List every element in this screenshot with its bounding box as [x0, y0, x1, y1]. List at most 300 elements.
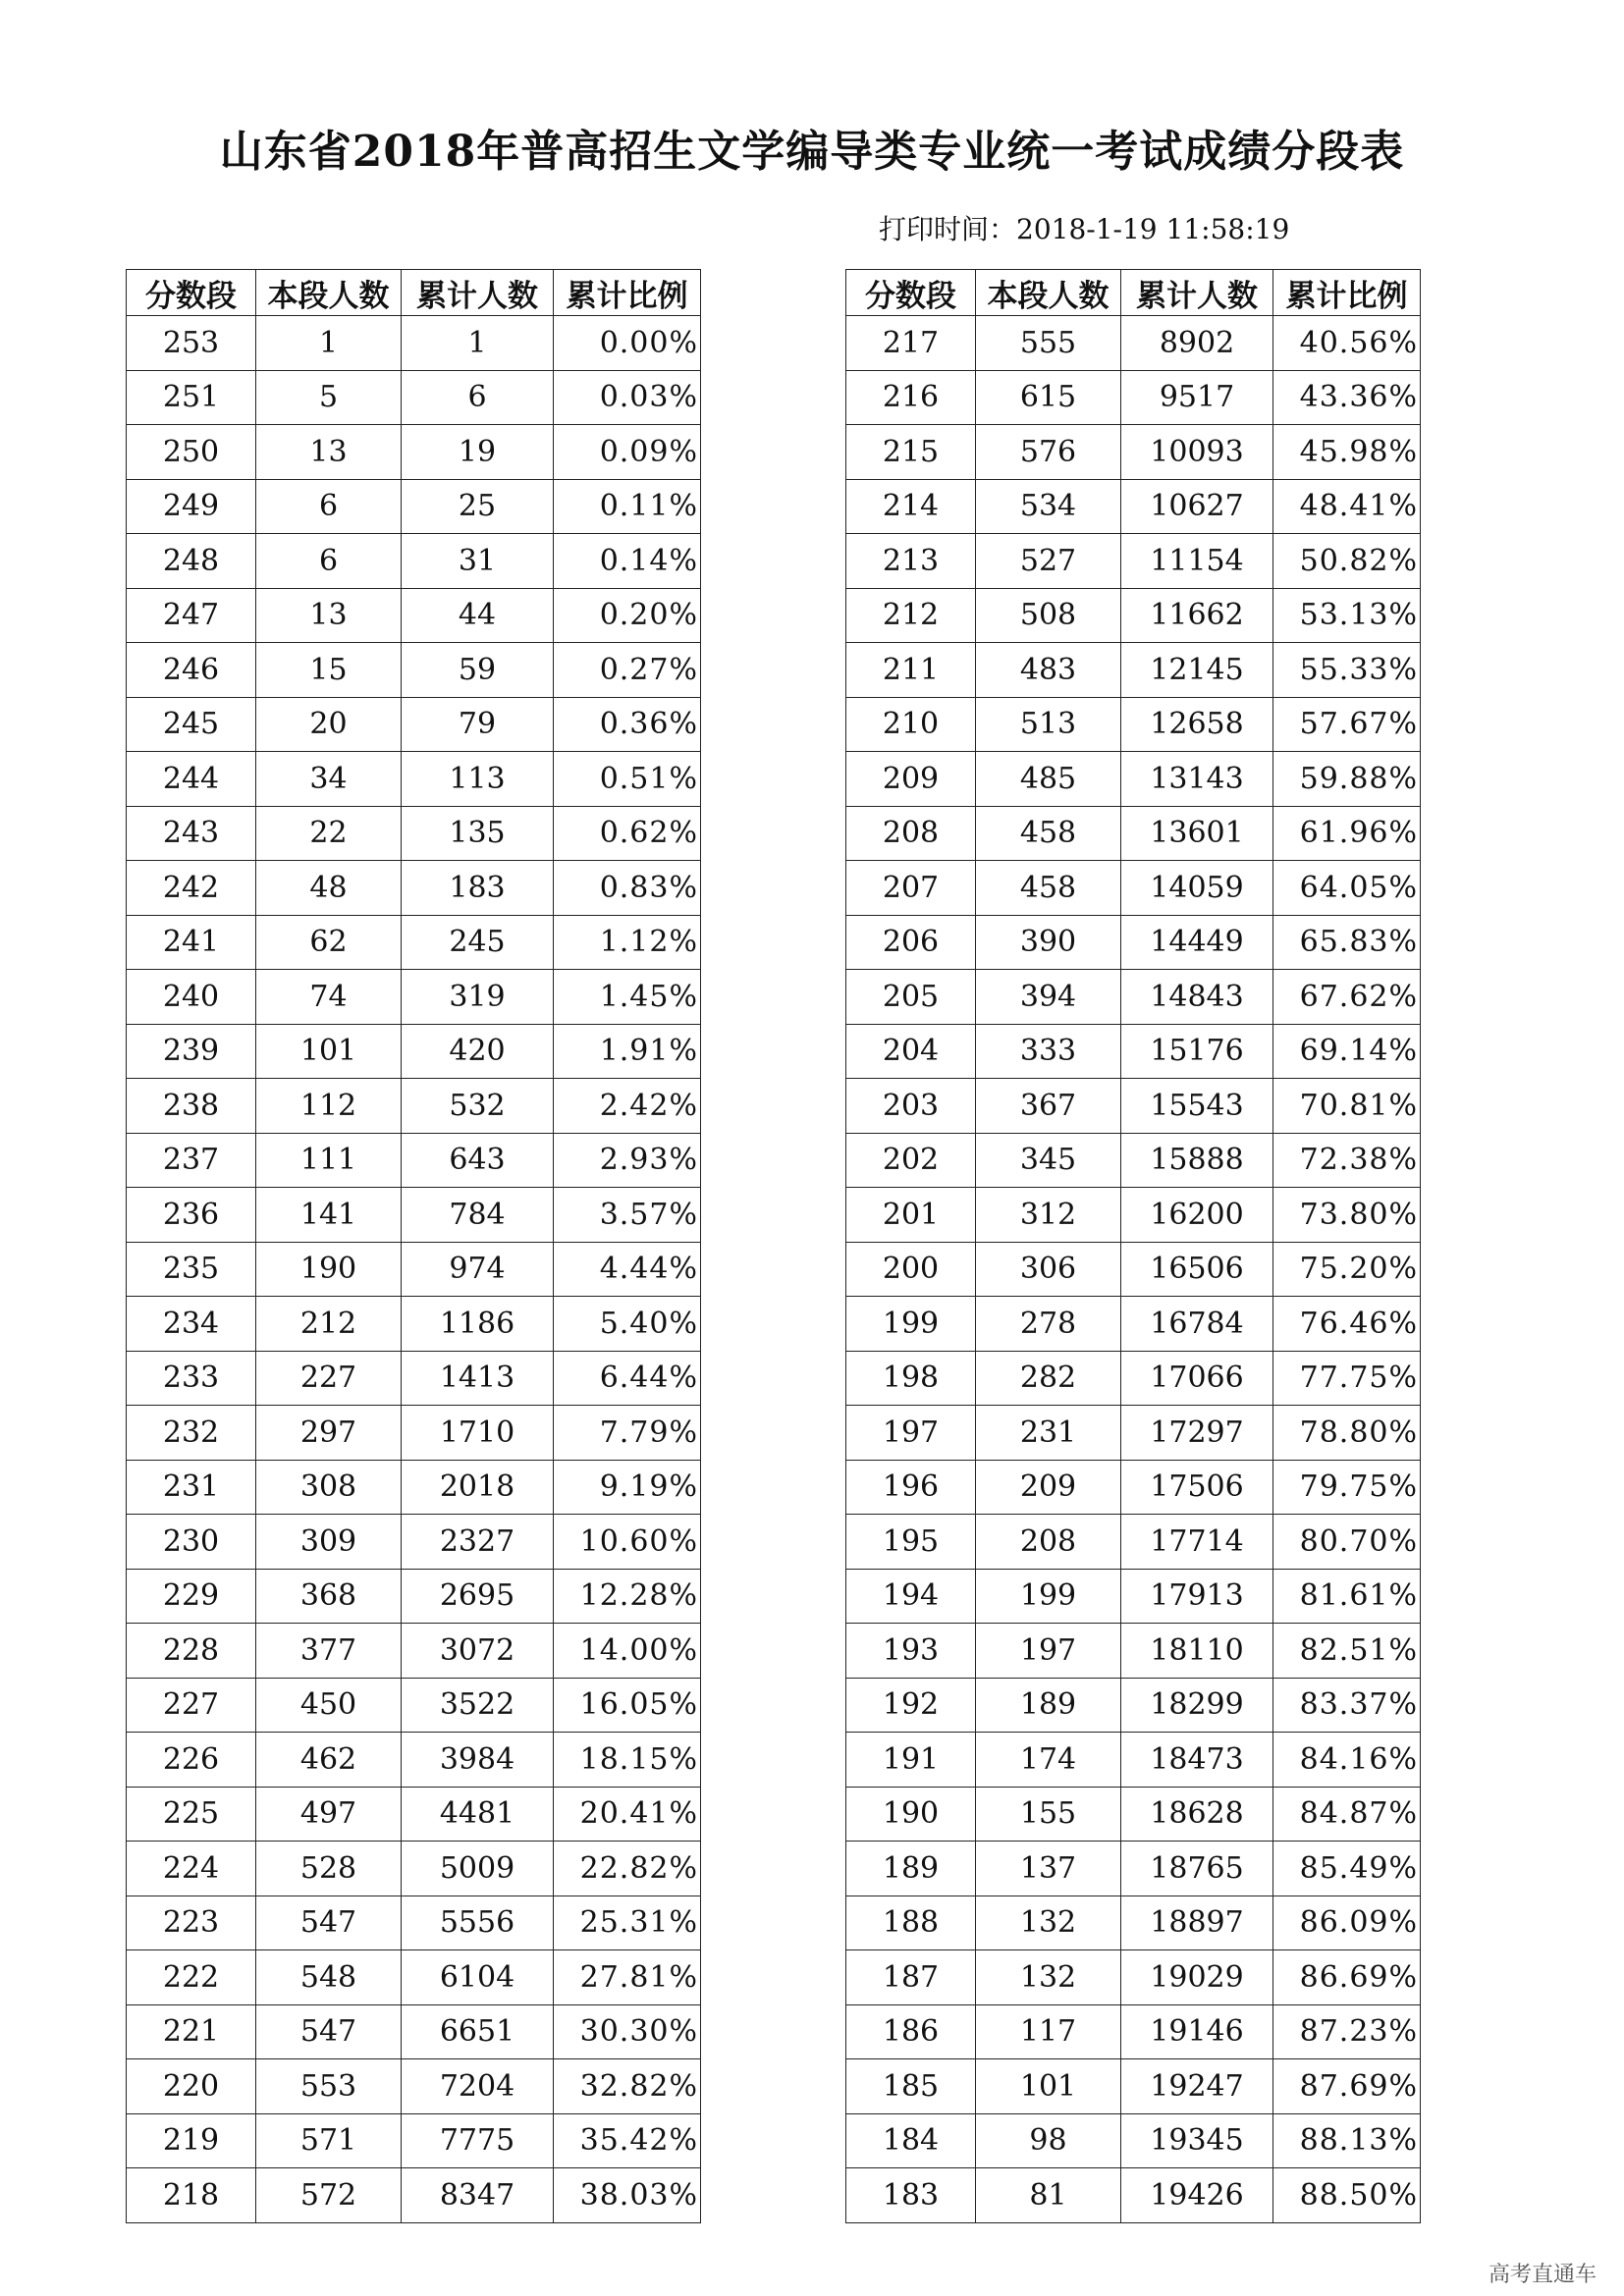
cell-score-range: 232 — [127, 1406, 256, 1461]
cell-cumulative-count: 31 — [402, 534, 554, 589]
cell-cumulative-count: 25 — [402, 479, 554, 534]
cell-score-range: 218 — [127, 2168, 256, 2223]
cell-segment-count: 278 — [976, 1297, 1121, 1352]
cell-cumulative-count: 7775 — [402, 2113, 554, 2168]
cell-segment-count: 333 — [976, 1024, 1121, 1079]
cell-cumulative-ratio: 0.27% — [554, 643, 701, 698]
cell-cumulative-count: 19146 — [1121, 2004, 1273, 2059]
cell-segment-count: 74 — [256, 970, 402, 1025]
cell-score-range: 224 — [127, 1842, 256, 1896]
cell-score-range: 189 — [846, 1842, 976, 1896]
cell-segment-count: 208 — [976, 1515, 1121, 1570]
cell-score-range: 226 — [127, 1733, 256, 1788]
cell-cumulative-ratio: 0.00% — [554, 316, 701, 371]
cell-cumulative-count: 3984 — [402, 1733, 554, 1788]
cell-score-range: 251 — [127, 370, 256, 425]
cell-segment-count: 547 — [256, 2004, 402, 2059]
header-segment-count: 本段人数 — [256, 270, 402, 316]
cell-score-range: 194 — [846, 1569, 976, 1624]
cell-cumulative-ratio: 59.88% — [1273, 752, 1421, 807]
cell-cumulative-ratio: 40.56% — [1273, 316, 1421, 371]
cell-score-range: 234 — [127, 1297, 256, 1352]
cell-segment-count: 345 — [976, 1133, 1121, 1188]
cell-score-range: 243 — [127, 806, 256, 861]
cell-cumulative-count: 6 — [402, 370, 554, 425]
table-row — [127, 370, 701, 425]
table-row — [127, 752, 701, 807]
cell-cumulative-count: 1 — [402, 316, 554, 371]
cell-cumulative-count: 14449 — [1121, 915, 1273, 970]
cell-segment-count: 615 — [976, 370, 1121, 425]
cell-score-range: 206 — [846, 915, 976, 970]
cell-segment-count: 306 — [976, 1242, 1121, 1297]
cell-cumulative-ratio: 53.13% — [1273, 588, 1421, 643]
cell-cumulative-ratio: 25.31% — [554, 1896, 701, 1950]
table-row — [846, 752, 1421, 807]
cell-cumulative-ratio: 86.69% — [1273, 1950, 1421, 2005]
cell-cumulative-count: 5556 — [402, 1896, 554, 1950]
cell-segment-count: 571 — [256, 2113, 402, 2168]
cell-score-range: 233 — [127, 1351, 256, 1406]
cell-score-range: 219 — [127, 2113, 256, 2168]
cell-score-range: 229 — [127, 1569, 256, 1624]
cell-cumulative-count: 8347 — [402, 2168, 554, 2223]
cell-segment-count: 367 — [976, 1079, 1121, 1134]
table-row — [846, 1133, 1421, 1188]
cell-score-range: 231 — [127, 1460, 256, 1515]
cell-cumulative-count: 18897 — [1121, 1896, 1273, 1950]
table-row — [127, 534, 701, 589]
cell-cumulative-ratio: 0.51% — [554, 752, 701, 807]
cell-segment-count: 197 — [976, 1624, 1121, 1679]
table-row — [846, 643, 1421, 698]
cell-cumulative-ratio: 76.46% — [1273, 1297, 1421, 1352]
cell-cumulative-ratio: 1.91% — [554, 1024, 701, 1079]
table-row — [127, 1678, 701, 1733]
table-row — [127, 1133, 701, 1188]
cell-segment-count: 5 — [256, 370, 402, 425]
cell-cumulative-count: 5009 — [402, 1842, 554, 1896]
cell-cumulative-ratio: 61.96% — [1273, 806, 1421, 861]
cell-segment-count: 112 — [256, 1079, 402, 1134]
cell-cumulative-ratio: 38.03% — [554, 2168, 701, 2223]
cell-cumulative-count: 3522 — [402, 1678, 554, 1733]
cell-cumulative-count: 17297 — [1121, 1406, 1273, 1461]
cell-score-range: 244 — [127, 752, 256, 807]
cell-segment-count: 458 — [976, 806, 1121, 861]
cell-score-range: 208 — [846, 806, 976, 861]
cell-cumulative-ratio: 73.80% — [1273, 1188, 1421, 1243]
cell-segment-count: 155 — [976, 1787, 1121, 1842]
cell-segment-count: 212 — [256, 1297, 402, 1352]
table-row — [846, 1242, 1421, 1297]
cell-segment-count: 513 — [976, 697, 1121, 752]
cell-score-range: 246 — [127, 643, 256, 698]
header-segment-count: 本段人数 — [976, 270, 1121, 316]
score-table-right — [845, 269, 1421, 2223]
table-row — [846, 2168, 1421, 2223]
cell-cumulative-ratio: 85.49% — [1273, 1842, 1421, 1896]
cell-cumulative-ratio: 67.62% — [1273, 970, 1421, 1025]
cell-score-range: 202 — [846, 1133, 976, 1188]
cell-cumulative-count: 10627 — [1121, 479, 1273, 534]
table-row — [127, 643, 701, 698]
cell-segment-count: 111 — [256, 1133, 402, 1188]
cell-score-range: 199 — [846, 1297, 976, 1352]
cell-cumulative-ratio: 2.42% — [554, 1079, 701, 1134]
cell-cumulative-count: 245 — [402, 915, 554, 970]
cell-segment-count: 555 — [976, 316, 1121, 371]
header-cumulative-ratio: 累计比例 — [1273, 270, 1421, 316]
cell-cumulative-count: 11154 — [1121, 534, 1273, 589]
cell-cumulative-count: 18110 — [1121, 1624, 1273, 1679]
cell-cumulative-ratio: 3.57% — [554, 1188, 701, 1243]
cell-segment-count: 101 — [976, 2059, 1121, 2114]
cell-score-range: 217 — [846, 316, 976, 371]
table-row — [127, 861, 701, 916]
cell-cumulative-count: 113 — [402, 752, 554, 807]
cell-cumulative-count: 19247 — [1121, 2059, 1273, 2114]
cell-cumulative-count: 18473 — [1121, 1733, 1273, 1788]
table-row — [127, 1787, 701, 1842]
cell-score-range: 211 — [846, 643, 976, 698]
cell-cumulative-count: 19 — [402, 425, 554, 480]
cell-cumulative-ratio: 18.15% — [554, 1733, 701, 1788]
cell-segment-count: 458 — [976, 861, 1121, 916]
table-row — [846, 806, 1421, 861]
table-row — [127, 2113, 701, 2168]
cell-score-range: 213 — [846, 534, 976, 589]
cell-cumulative-ratio: 88.13% — [1273, 2113, 1421, 2168]
cell-cumulative-count: 2327 — [402, 1515, 554, 1570]
cell-segment-count: 48 — [256, 861, 402, 916]
cell-cumulative-ratio: 82.51% — [1273, 1624, 1421, 1679]
cell-score-range: 196 — [846, 1460, 976, 1515]
table-row — [846, 970, 1421, 1025]
cell-cumulative-count: 19029 — [1121, 1950, 1273, 2005]
cell-cumulative-ratio: 0.36% — [554, 697, 701, 752]
cell-segment-count: 174 — [976, 1733, 1121, 1788]
cell-segment-count: 137 — [976, 1842, 1121, 1896]
cell-cumulative-ratio: 45.98% — [1273, 425, 1421, 480]
table-row — [846, 1351, 1421, 1406]
table-row — [127, 1569, 701, 1624]
cell-cumulative-count: 9517 — [1121, 370, 1273, 425]
table-row — [127, 425, 701, 480]
table-row — [846, 1297, 1421, 1352]
cell-score-range: 249 — [127, 479, 256, 534]
cell-cumulative-ratio: 75.20% — [1273, 1242, 1421, 1297]
cell-cumulative-count: 44 — [402, 588, 554, 643]
cell-cumulative-ratio: 0.20% — [554, 588, 701, 643]
table-row — [127, 2168, 701, 2223]
header-score-range: 分数段 — [127, 270, 256, 316]
cell-cumulative-ratio: 9.19% — [554, 1460, 701, 1515]
cell-segment-count: 368 — [256, 1569, 402, 1624]
cell-segment-count: 227 — [256, 1351, 402, 1406]
cell-cumulative-ratio: 87.69% — [1273, 2059, 1421, 2114]
header-score-range: 分数段 — [846, 270, 976, 316]
cell-score-range: 242 — [127, 861, 256, 916]
cell-cumulative-ratio: 84.87% — [1273, 1787, 1421, 1842]
cell-segment-count: 282 — [976, 1351, 1121, 1406]
cell-cumulative-count: 3072 — [402, 1624, 554, 1679]
cell-segment-count: 34 — [256, 752, 402, 807]
cell-score-range: 200 — [846, 1242, 976, 1297]
table-row — [127, 316, 701, 371]
cell-segment-count: 190 — [256, 1242, 402, 1297]
cell-cumulative-count: 16506 — [1121, 1242, 1273, 1297]
cell-cumulative-count: 15543 — [1121, 1079, 1273, 1134]
table-row — [846, 697, 1421, 752]
cell-cumulative-ratio: 70.81% — [1273, 1079, 1421, 1134]
cell-segment-count: 485 — [976, 752, 1121, 807]
cell-cumulative-count: 135 — [402, 806, 554, 861]
header-cumulative-count: 累计人数 — [402, 270, 554, 316]
table-row — [127, 1406, 701, 1461]
cell-cumulative-count: 974 — [402, 1242, 554, 1297]
cell-segment-count: 527 — [976, 534, 1121, 589]
cell-cumulative-ratio: 27.81% — [554, 1950, 701, 2005]
cell-segment-count: 101 — [256, 1024, 402, 1079]
cell-segment-count: 62 — [256, 915, 402, 970]
table-row — [846, 1188, 1421, 1243]
cell-score-range: 245 — [127, 697, 256, 752]
table-row — [127, 1351, 701, 1406]
table-row — [846, 1896, 1421, 1950]
cell-score-range: 204 — [846, 1024, 976, 1079]
cell-cumulative-ratio: 1.45% — [554, 970, 701, 1025]
cell-cumulative-ratio: 0.11% — [554, 479, 701, 534]
cell-cumulative-count: 18765 — [1121, 1842, 1273, 1896]
table-row — [127, 1842, 701, 1896]
cell-segment-count: 308 — [256, 1460, 402, 1515]
cell-score-range: 205 — [846, 970, 976, 1025]
cell-cumulative-ratio: 5.40% — [554, 1297, 701, 1352]
cell-segment-count: 132 — [976, 1950, 1121, 2005]
cell-cumulative-count: 17913 — [1121, 1569, 1273, 1624]
cell-cumulative-count: 4481 — [402, 1787, 554, 1842]
table-row — [846, 2059, 1421, 2114]
cell-segment-count: 309 — [256, 1515, 402, 1570]
cell-cumulative-ratio: 87.23% — [1273, 2004, 1421, 2059]
cell-score-range: 250 — [127, 425, 256, 480]
cell-cumulative-count: 18628 — [1121, 1787, 1273, 1842]
cell-score-range: 221 — [127, 2004, 256, 2059]
cell-cumulative-ratio: 0.62% — [554, 806, 701, 861]
cell-cumulative-ratio: 35.42% — [554, 2113, 701, 2168]
watermark: 高考直通车 — [1488, 2263, 1597, 2287]
table-row — [846, 1842, 1421, 1896]
cell-cumulative-count: 79 — [402, 697, 554, 752]
table-row — [846, 425, 1421, 480]
cell-segment-count: 462 — [256, 1733, 402, 1788]
cell-cumulative-ratio: 0.09% — [554, 425, 701, 480]
cell-segment-count: 297 — [256, 1406, 402, 1461]
cell-score-range: 193 — [846, 1624, 976, 1679]
table-row — [846, 861, 1421, 916]
cell-score-range: 237 — [127, 1133, 256, 1188]
cell-cumulative-ratio: 79.75% — [1273, 1460, 1421, 1515]
cell-cumulative-ratio: 7.79% — [554, 1406, 701, 1461]
cell-cumulative-count: 12658 — [1121, 697, 1273, 752]
cell-cumulative-count: 643 — [402, 1133, 554, 1188]
table-row — [846, 915, 1421, 970]
cell-segment-count: 117 — [976, 2004, 1121, 2059]
print-time: 打印时间：2018-1-19 11:58:19 — [879, 213, 1290, 245]
cell-score-range: 183 — [846, 2168, 976, 2223]
cell-cumulative-ratio: 14.00% — [554, 1624, 701, 1679]
cell-cumulative-count: 17714 — [1121, 1515, 1273, 1570]
cell-score-range: 187 — [846, 1950, 976, 2005]
cell-cumulative-ratio: 57.67% — [1273, 697, 1421, 752]
cell-cumulative-ratio: 6.44% — [554, 1351, 701, 1406]
cell-score-range: 214 — [846, 479, 976, 534]
cell-segment-count: 497 — [256, 1787, 402, 1842]
cell-segment-count: 508 — [976, 588, 1121, 643]
cell-segment-count: 553 — [256, 2059, 402, 2114]
cell-cumulative-ratio: 80.70% — [1273, 1515, 1421, 1570]
cell-cumulative-ratio: 0.14% — [554, 534, 701, 589]
cell-segment-count: 22 — [256, 806, 402, 861]
cell-cumulative-ratio: 84.16% — [1273, 1733, 1421, 1788]
cell-segment-count: 231 — [976, 1406, 1121, 1461]
table-row — [846, 534, 1421, 589]
table-row — [846, 1733, 1421, 1788]
cell-score-range: 227 — [127, 1678, 256, 1733]
table-row — [127, 1024, 701, 1079]
cell-segment-count: 98 — [976, 2113, 1121, 2168]
cell-segment-count: 15 — [256, 643, 402, 698]
cell-cumulative-count: 784 — [402, 1188, 554, 1243]
cell-score-range: 192 — [846, 1678, 976, 1733]
cell-segment-count: 6 — [256, 479, 402, 534]
table-row — [846, 2113, 1421, 2168]
table-row — [846, 1079, 1421, 1134]
cell-cumulative-count: 16200 — [1121, 1188, 1273, 1243]
cell-cumulative-ratio: 48.41% — [1273, 479, 1421, 534]
table-row — [127, 2004, 701, 2059]
cell-cumulative-count: 1186 — [402, 1297, 554, 1352]
cell-cumulative-count: 15176 — [1121, 1024, 1273, 1079]
cell-segment-count: 390 — [976, 915, 1121, 970]
cell-cumulative-ratio: 4.44% — [554, 1242, 701, 1297]
score-table-left — [126, 269, 701, 2223]
cell-cumulative-count: 319 — [402, 970, 554, 1025]
cell-score-range: 228 — [127, 1624, 256, 1679]
table-row — [127, 479, 701, 534]
cell-segment-count: 6 — [256, 534, 402, 589]
cell-score-range: 222 — [127, 1950, 256, 2005]
table-row — [846, 1678, 1421, 1733]
table-row — [127, 915, 701, 970]
table-row — [127, 1950, 701, 2005]
cell-segment-count: 483 — [976, 643, 1121, 698]
cell-cumulative-ratio: 72.38% — [1273, 1133, 1421, 1188]
cell-cumulative-count: 13143 — [1121, 752, 1273, 807]
cell-segment-count: 394 — [976, 970, 1121, 1025]
cell-score-range: 201 — [846, 1188, 976, 1243]
table-row — [127, 697, 701, 752]
cell-segment-count: 450 — [256, 1678, 402, 1733]
cell-cumulative-count: 14059 — [1121, 861, 1273, 916]
cell-cumulative-count: 17066 — [1121, 1351, 1273, 1406]
cell-cumulative-ratio: 0.03% — [554, 370, 701, 425]
cell-score-range: 203 — [846, 1079, 976, 1134]
cell-cumulative-ratio: 1.12% — [554, 915, 701, 970]
cell-cumulative-ratio: 16.05% — [554, 1678, 701, 1733]
cell-segment-count: 13 — [256, 425, 402, 480]
table-row — [127, 1515, 701, 1570]
table-row — [846, 1460, 1421, 1515]
cell-score-range: 212 — [846, 588, 976, 643]
cell-segment-count: 81 — [976, 2168, 1121, 2223]
table-row — [127, 2059, 701, 2114]
table-row — [127, 970, 701, 1025]
cell-score-range: 225 — [127, 1787, 256, 1842]
cell-score-range: 238 — [127, 1079, 256, 1134]
cell-score-range: 220 — [127, 2059, 256, 2114]
cell-score-range: 216 — [846, 370, 976, 425]
cell-score-range: 197 — [846, 1406, 976, 1461]
cell-cumulative-ratio: 78.80% — [1273, 1406, 1421, 1461]
cell-score-range: 235 — [127, 1242, 256, 1297]
cell-score-range: 236 — [127, 1188, 256, 1243]
cell-segment-count: 377 — [256, 1624, 402, 1679]
cell-segment-count: 141 — [256, 1188, 402, 1243]
cell-cumulative-count: 6104 — [402, 1950, 554, 2005]
cell-segment-count: 189 — [976, 1678, 1121, 1733]
table-row — [127, 1242, 701, 1297]
cell-segment-count: 199 — [976, 1569, 1121, 1624]
table-header-row — [127, 270, 701, 316]
table-row — [846, 588, 1421, 643]
cell-cumulative-ratio: 0.83% — [554, 861, 701, 916]
cell-cumulative-count: 19426 — [1121, 2168, 1273, 2223]
page-title: 山东省2018年普高招生文学编导类专业统一考试成绩分段表 — [219, 127, 1405, 177]
cell-cumulative-ratio: 22.82% — [554, 1842, 701, 1896]
cell-cumulative-ratio: 43.36% — [1273, 370, 1421, 425]
cell-score-range: 184 — [846, 2113, 976, 2168]
cell-cumulative-count: 14843 — [1121, 970, 1273, 1025]
table-row — [127, 1297, 701, 1352]
cell-cumulative-count: 10093 — [1121, 425, 1273, 480]
table-row — [846, 479, 1421, 534]
cell-cumulative-count: 8902 — [1121, 316, 1273, 371]
cell-score-range: 191 — [846, 1733, 976, 1788]
cell-segment-count: 548 — [256, 1950, 402, 2005]
header-cumulative-ratio: 累计比例 — [554, 270, 701, 316]
cell-cumulative-count: 183 — [402, 861, 554, 916]
cell-score-range: 230 — [127, 1515, 256, 1570]
cell-cumulative-count: 16784 — [1121, 1297, 1273, 1352]
table-row — [127, 1188, 701, 1243]
cell-cumulative-ratio: 86.09% — [1273, 1896, 1421, 1950]
cell-score-range: 247 — [127, 588, 256, 643]
cell-cumulative-count: 13601 — [1121, 806, 1273, 861]
cell-cumulative-ratio: 77.75% — [1273, 1351, 1421, 1406]
cell-score-range: 253 — [127, 316, 256, 371]
cell-cumulative-ratio: 88.50% — [1273, 2168, 1421, 2223]
table-row — [127, 1079, 701, 1134]
cell-segment-count: 534 — [976, 479, 1121, 534]
cell-cumulative-count: 18299 — [1121, 1678, 1273, 1733]
table-row — [127, 588, 701, 643]
cell-segment-count: 132 — [976, 1896, 1121, 1950]
cell-segment-count: 312 — [976, 1188, 1121, 1243]
cell-cumulative-ratio: 64.05% — [1273, 861, 1421, 916]
cell-segment-count: 572 — [256, 2168, 402, 2223]
